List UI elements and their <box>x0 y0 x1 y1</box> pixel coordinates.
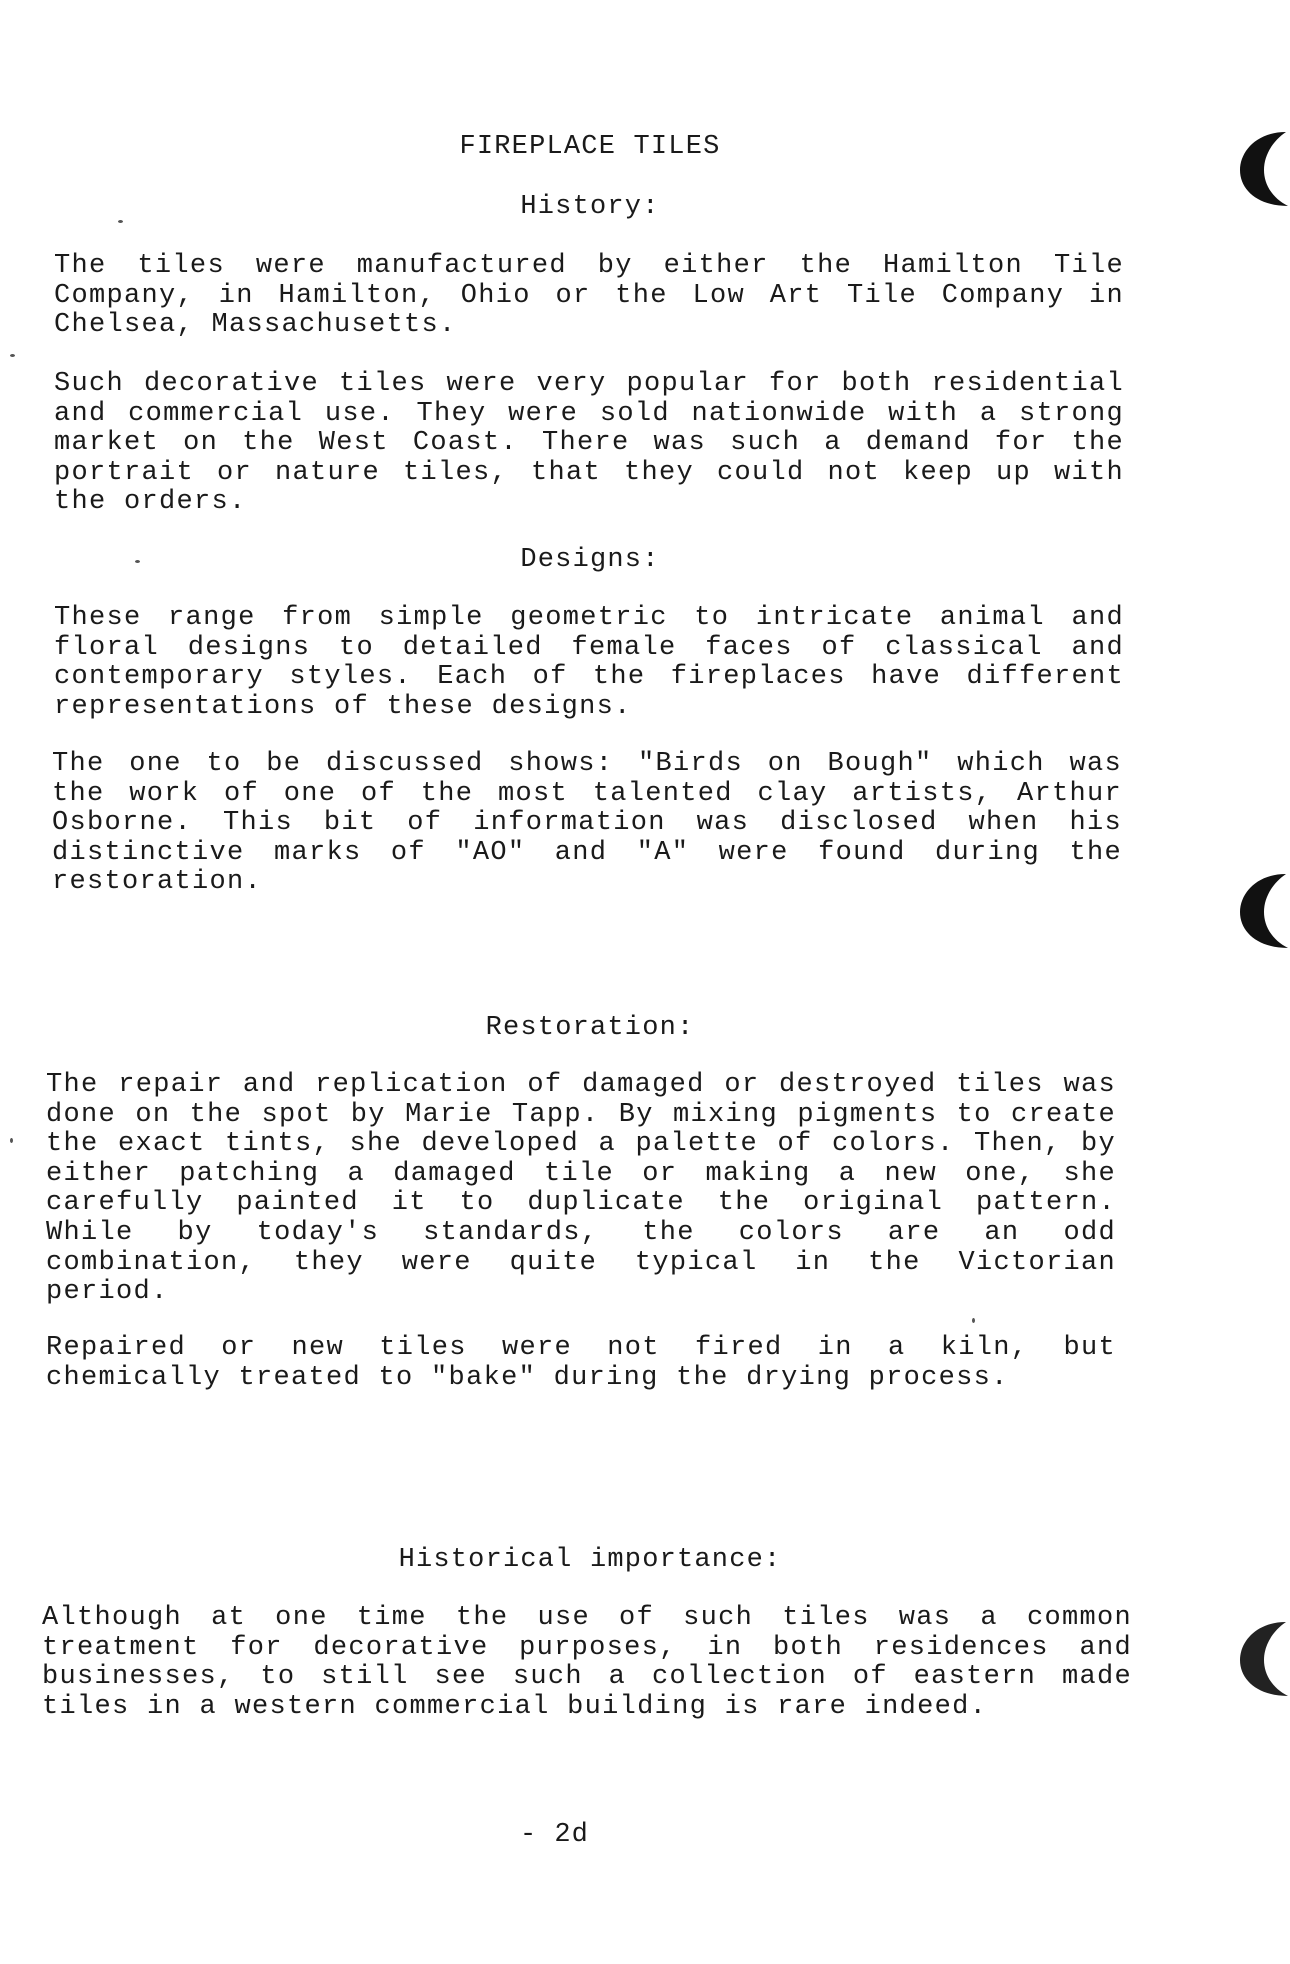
text-line: contemporary styles. Each of the fireplaces have different <box>54 662 1124 693</box>
text-line: the exact tints, she developed a palette of colors. Then, by <box>46 1129 1116 1160</box>
text-line: Although at one time the use of such tiles was a common <box>42 1603 1132 1633</box>
binder-hole-mark <box>1228 1618 1290 1700</box>
text-line: chemically treated to "bake" during the drying process. <box>46 1362 1009 1393</box>
text-line: floral designs to detailed female faces of classical and <box>54 632 1124 663</box>
text-line: market on the West Coast. There was such a demand for the <box>54 428 1124 459</box>
text-line: either patching a damaged tile or making a new one, she <box>46 1158 1116 1189</box>
text-line: period. <box>46 1277 169 1308</box>
restoration-paragraph-1 <box>46 1071 1116 1308</box>
section-heading-history: History: <box>520 192 660 222</box>
text-line: Osborne. This bit of information was disclosed when his <box>52 808 1122 839</box>
scan-speck <box>118 220 123 223</box>
binder-hole-mark <box>1228 128 1290 210</box>
text-line: portrait or nature tiles, that they could not keep up with <box>54 457 1124 488</box>
text-line: The tiles were manufactured by either the Hamilton Tile <box>54 251 1124 281</box>
text-line: and commercial use. They were sold nationwide with a strong <box>54 398 1124 429</box>
text-line: distinctive marks of "AO" and "A" were found during the <box>52 837 1122 868</box>
restoration-paragraph-2 <box>46 1334 1116 1393</box>
text-line: done on the spot by Marie Tapp. By mixing pigments to create <box>46 1099 1116 1130</box>
designs-paragraph-2 <box>52 750 1122 898</box>
binder-hole-mark <box>1228 870 1290 952</box>
text-line: the work of one of the most talented clay artists, Arthur <box>52 778 1122 809</box>
history-paragraph-1 <box>54 252 1124 341</box>
text-line: tiles in a western commercial building is rare indeed. <box>42 1691 988 1722</box>
section-heading-historical-importance: Historical importance: <box>398 1545 782 1575</box>
scan-speck <box>10 354 15 357</box>
text-line: restoration. <box>52 867 263 898</box>
text-line: treatment for decorative purposes, in both residences and <box>42 1632 1132 1663</box>
text-line: Such decorative tiles were very popular for both residential <box>54 369 1124 399</box>
scan-speck <box>10 1138 13 1143</box>
history-paragraph-2 <box>54 370 1124 518</box>
text-line: carefully painted it to duplicate the original pattern. <box>46 1188 1116 1219</box>
designs-paragraph-1 <box>54 604 1124 722</box>
text-line: Repaired or new tiles were not fired in a kiln, but <box>46 1333 1116 1363</box>
importance-paragraph-1 <box>42 1604 1132 1722</box>
text-line: While by today's standards, the colors are an odd <box>46 1217 1116 1248</box>
text-line: These range from simple geometric to intricate animal and <box>54 603 1124 633</box>
text-line: representations of these designs. <box>54 691 632 722</box>
page-number: - 2d <box>520 1820 589 1850</box>
text-line: The one to be discussed shows: "Birds on Bough" which was <box>52 749 1122 779</box>
text-line: Company, in Hamilton, Ohio or the Low Art Tile Company in <box>54 280 1124 311</box>
text-line: the orders. <box>54 487 247 518</box>
text-line: combination, they were quite typical in the Victorian <box>46 1247 1116 1278</box>
section-heading-restoration: Restoration: <box>485 1013 695 1043</box>
text-line: Chelsea, Massachusetts. <box>54 310 457 341</box>
page-title: FIREPLACE TILES <box>459 132 721 162</box>
section-heading-designs: Designs: <box>520 545 660 575</box>
scan-speck <box>972 1318 975 1323</box>
text-line: businesses, to still see such a collection of eastern made <box>42 1662 1132 1693</box>
scan-speck <box>135 560 140 563</box>
text-line: The repair and replication of damaged or destroyed tiles was <box>46 1070 1116 1100</box>
